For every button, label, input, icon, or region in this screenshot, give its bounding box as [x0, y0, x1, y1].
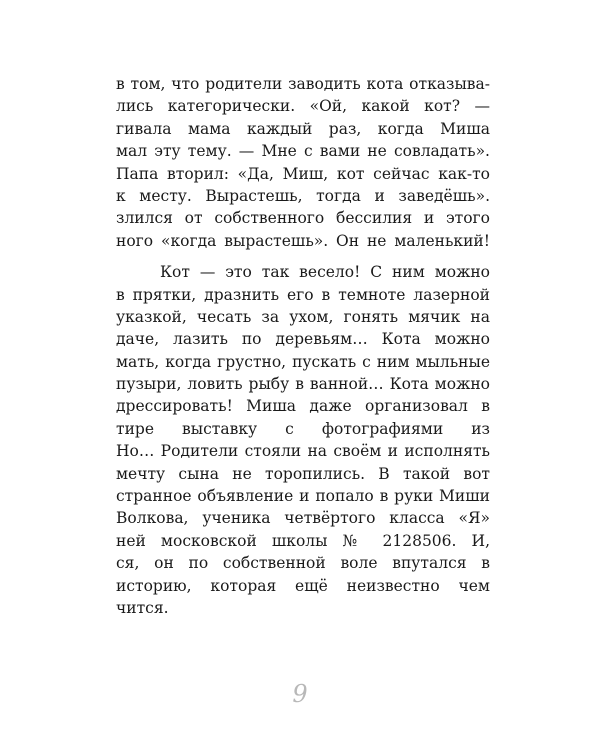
paragraph-1 [116, 73, 490, 252]
text-line-last: чится. [116, 598, 169, 617]
text-line: ного «когда вырастешь». Он не маленький! [116, 231, 490, 250]
text-line: злился от собственного бессилия и этого [116, 209, 490, 228]
text-line: тире выставку с фотографиями из [116, 419, 490, 438]
text-line: мать, когда грустно, пускать с ним мыльные [116, 352, 490, 371]
page-number: 9 [292, 680, 308, 708]
paragraph-2 [116, 261, 490, 619]
text-line: странное объявление и попало в руки Миши [116, 487, 490, 506]
text-line: в прятки, дразнить его в темноте лазерной [116, 285, 490, 304]
text-line: к месту. Вырастешь, тогда и заведёшь». [116, 186, 490, 205]
text-line: указкой, чесать за ухом, гонять мячик на [116, 307, 490, 326]
text-line: Папа вторил: «Да, Миш, кот сейчас как-то [116, 164, 490, 183]
text-line: в том, что родители заводить кота отказыва- [116, 75, 490, 93]
text-line: даче, лазить по деревьям… Кота можно [116, 330, 490, 349]
text-line: пузыри, ловить рыбу в ванной… Кота можно [116, 375, 490, 394]
text-line: историю, которая ещё неизвестно чем [116, 576, 490, 595]
text-line: Но… Родители стояли на своём и исполнять [116, 442, 490, 461]
text-line: Кот — это так весело! С ним можно [160, 263, 490, 282]
text-line: гивала мама каждый раз, когда Миша [116, 119, 490, 138]
text-line: ся, он по собственной воле впутался в [116, 554, 490, 573]
text-line: Волкова, ученика четвёртого класса «Я» [116, 509, 490, 528]
body-text [116, 73, 490, 619]
text-line: мечту сына не торопились. В такой вот [116, 464, 490, 483]
text-line: ней московской школы № 2128506. И, [116, 531, 490, 550]
text-line: дрессировать! Миша даже организовал в [116, 397, 490, 416]
paragraph-gap [116, 252, 490, 261]
text-line: мал эту тему. — Мне с вами не совладать». [116, 142, 490, 161]
text-line: лись категорически. «Ой, какой кот? — [116, 97, 490, 116]
